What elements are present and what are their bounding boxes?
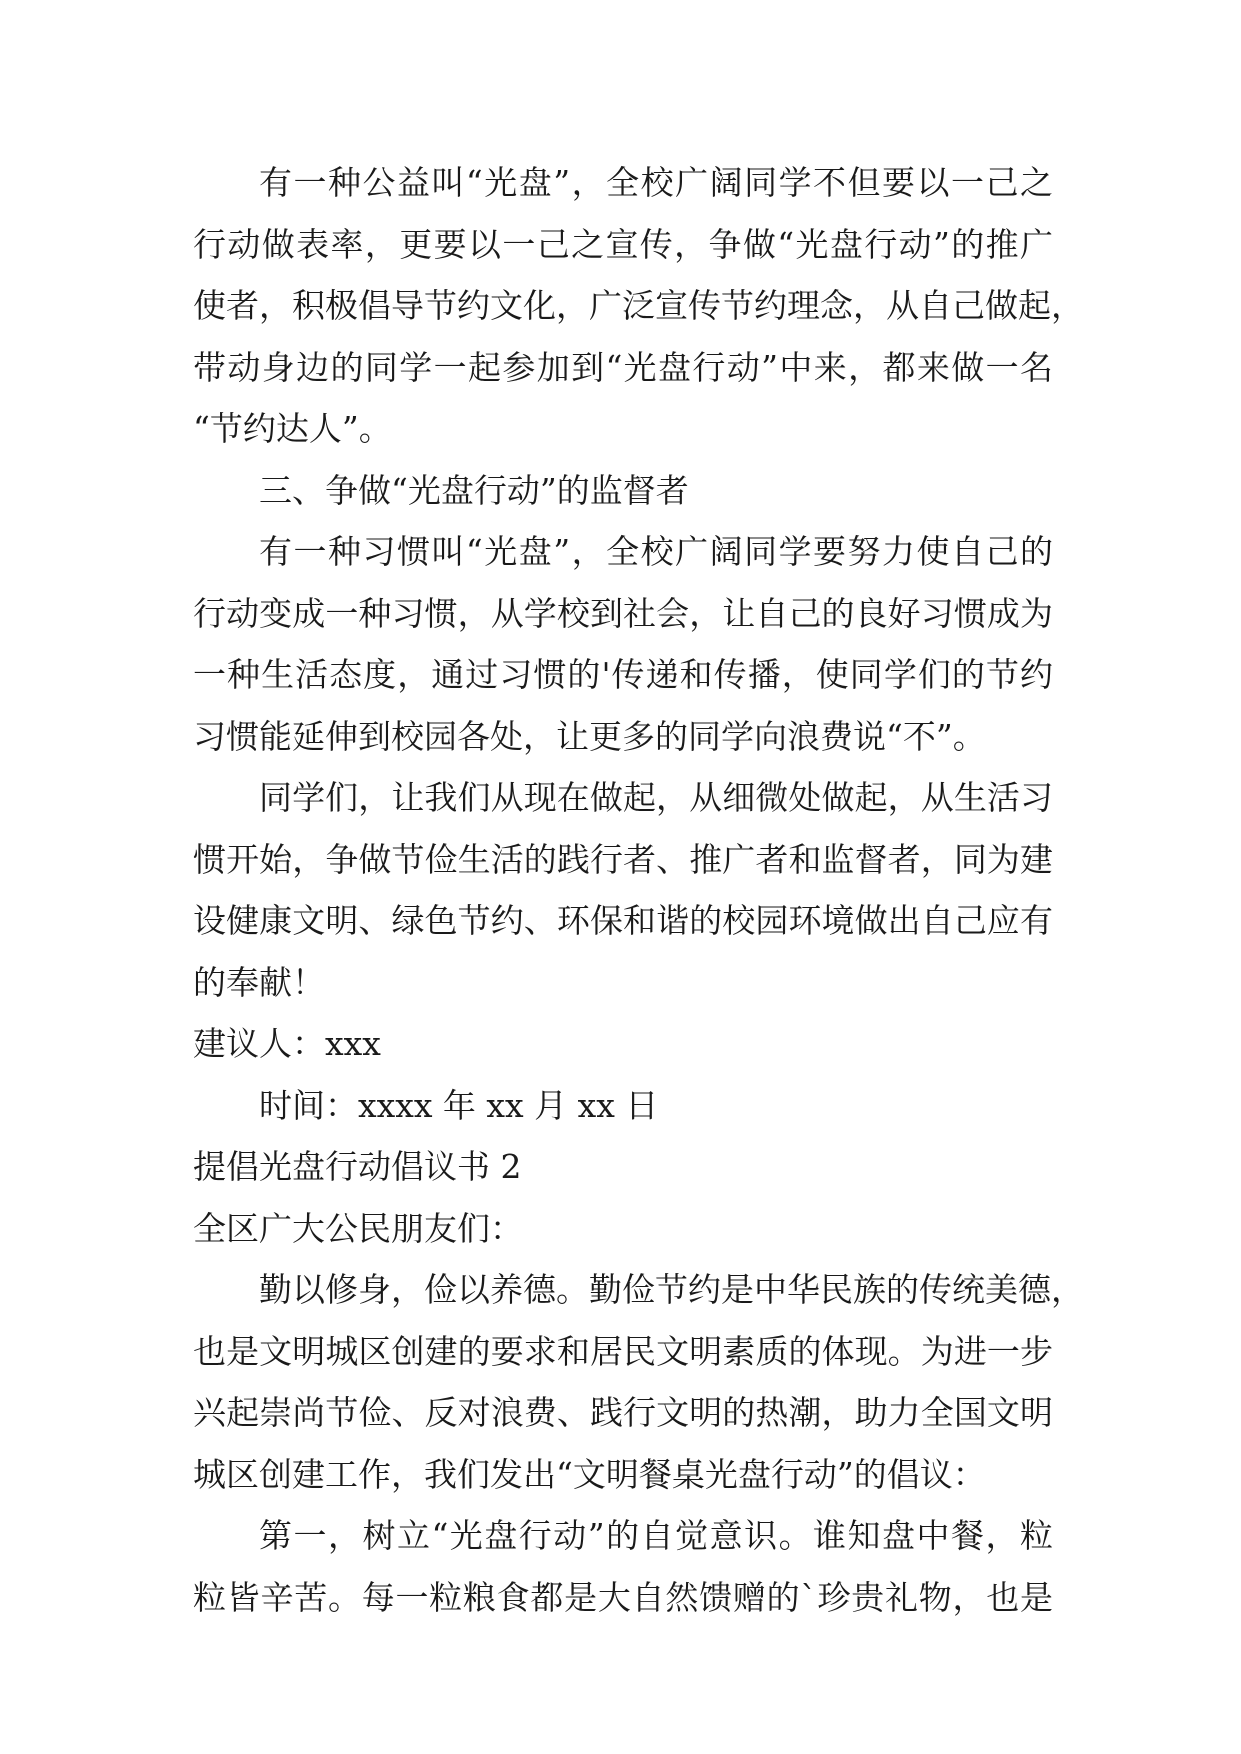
text-line: 行动做表率，更要以一己之宣传，争做“光盘行动”的推广 <box>193 224 1053 264</box>
text-line: 行动变成一种习惯，从学校到社会，让自己的良好习惯成为 <box>193 593 1053 633</box>
text-line: 习惯能延伸到校园各处，让更多的同学向浪费说“不”。 <box>193 716 986 756</box>
text-line: 粒皆辛苦。每一粒粮食都是大自然馈赠的`珍贵礼物，也是 <box>193 1577 1053 1617</box>
text-line: “节约达人”。 <box>193 409 392 448</box>
text-line: 的奉献！ <box>193 962 325 1002</box>
signature-proposer: 建议人：xxx <box>193 1024 381 1063</box>
text-line: 一种生活态度，通过习惯的'传递和传播，使同学们的节约 <box>193 655 1053 694</box>
text-line: 惯开始，争做节俭生活的践行者、推广者和监督者，同为建 <box>193 839 1053 879</box>
document-body <box>193 152 1084 1628</box>
document-title: 提倡光盘行动倡议书 2 <box>193 1147 522 1186</box>
text-line: 勤以修身，俭以养德。勤俭节约是中华民族的传统美德， <box>259 1270 1084 1309</box>
signature-date: 时间：xxxx 年 xx 月 xx 日 <box>259 1085 659 1125</box>
text-line: 同学们，让我们从现在做起，从细微处做起，从生活习 <box>259 778 1053 817</box>
salutation: 全区广大公民朋友们： <box>193 1208 523 1248</box>
text-line: 使者，积极倡导节约文化，广泛宣传节约理念，从自己做起， <box>193 286 1084 325</box>
text-line: 也是文明城区创建的要求和居民文明素质的体现。为进一步 <box>193 1331 1053 1371</box>
text-line: 带动身边的同学一起参加到“光盘行动”中来，都来做一名 <box>193 347 1053 387</box>
section-heading: 三、争做“光盘行动”的监督者 <box>259 470 689 510</box>
text-line: 有一种习惯叫“光盘”，全校广阔同学要努力使自己的 <box>259 532 1053 571</box>
text-line: 兴起崇尚节俭、反对浪费、践行文明的热潮，助力全国文明 <box>193 1393 1053 1432</box>
text-line: 城区创建工作，我们发出“文明餐桌光盘行动”的倡议： <box>193 1454 986 1494</box>
text-line: 有一种公益叫“光盘”，全校广阔同学不但要以一己之 <box>259 163 1053 202</box>
text-line: 第一，树立“光盘行动”的自觉意识。谁知盘中餐，粒 <box>259 1516 1053 1555</box>
text-line: 设健康文明、绿色节约、环保和谐的校园环境做出自己应有 <box>193 901 1053 940</box>
